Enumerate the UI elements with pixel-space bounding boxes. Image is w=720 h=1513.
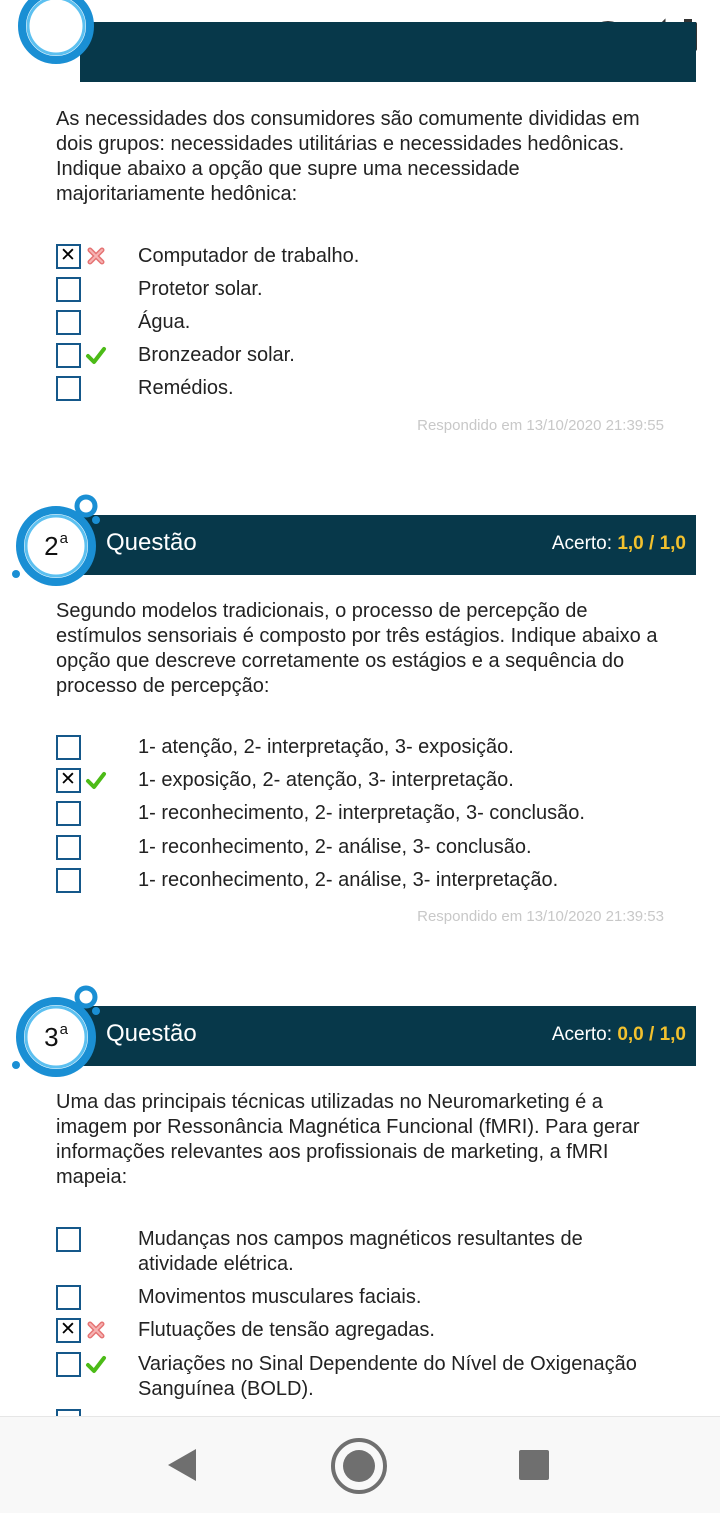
checkbox[interactable] — [56, 310, 81, 335]
correct-check-icon — [86, 770, 106, 790]
checkbox[interactable] — [56, 735, 81, 760]
option-label: Movimentos musculares faciais. — [138, 1286, 422, 1308]
option-label: 1- reconhecimento, 2- análise, 3- conclusão. — [138, 836, 532, 858]
wrong-mark-icon — [86, 1320, 106, 1340]
option-label: 1- atenção, 2- interpretação, 3- exposição. — [138, 736, 514, 758]
score-label: Acerto: — [551, 1024, 613, 1045]
question-title: Questão — [106, 529, 197, 556]
answered-timestamp: Respondido em 13/10/2020 21:39:55 — [417, 417, 664, 434]
checkbox[interactable] — [56, 343, 81, 368]
correct-check-icon — [86, 1354, 106, 1374]
question-number-badge — [10, 494, 110, 594]
quiz-content[interactable] — [0, 72, 720, 1416]
question-number — [20, 516, 92, 576]
question-3-text: Uma das principais técnicas utilizadas no Neuromarketing é a imagem por Ressonância Magnética Funcional (fMRI). Para gerar informações relevantes aos profissionais de marketing, a fMRI mapeia: — [56, 1091, 640, 1188]
option-label: Flutuações de tensão agregadas. — [138, 1319, 435, 1341]
system-nav-bar — [0, 1416, 720, 1513]
option-label: 1- reconhecimento, 2- análise, 3- interpretação. — [138, 869, 559, 891]
option-label: Bronzeador solar. — [138, 344, 295, 366]
correct-check-icon — [86, 345, 106, 365]
checkbox[interactable] — [56, 1352, 81, 1377]
checkbox[interactable] — [56, 1285, 81, 1310]
question-2-text: Segundo modelos tradicionais, o processo de percepção de estímulos sensoriais é composto por três estágios. Indique abaixo a opção que descreve corretamente os estágios e a sequência do processo de percepção: — [56, 600, 658, 697]
question-number — [20, 1007, 92, 1067]
question-1-header — [80, 22, 696, 82]
checkbox[interactable] — [56, 835, 81, 860]
score-value: 1,0 — [617, 533, 644, 554]
answered-timestamp: Respondido em 13/10/2020 21:39:53 — [417, 908, 664, 925]
checkbox[interactable] — [56, 1318, 81, 1343]
question-ordinal: a — [59, 529, 68, 547]
option-label: Água. — [138, 311, 191, 333]
checkbox[interactable] — [56, 277, 81, 302]
option-label: 1- reconhecimento, 2- interpretação, 3- conclusão. — [138, 802, 585, 824]
back-icon[interactable] — [166, 1447, 198, 1483]
question-title: Questão — [106, 1020, 197, 1047]
home-icon[interactable] — [330, 1437, 388, 1495]
score-total: / 1,0 — [649, 533, 686, 554]
checkbox[interactable] — [56, 1227, 81, 1252]
score-total: / 1,0 — [649, 1024, 686, 1045]
score-label: Acerto: — [551, 533, 613, 554]
option-label: Remédios. — [138, 377, 234, 399]
checkbox[interactable] — [56, 376, 81, 401]
question-number-badge — [10, 985, 110, 1085]
checkbox[interactable] — [56, 244, 81, 269]
recents-icon[interactable] — [518, 1449, 550, 1481]
question-badge-icon — [10, 32, 100, 82]
question-score — [552, 533, 686, 555]
question-score — [552, 1024, 686, 1046]
question-number-value: 3 — [44, 1021, 59, 1052]
checkbox[interactable] — [56, 868, 81, 893]
checkbox[interactable] — [56, 801, 81, 826]
option-label: Mudanças nos campos magnéticos resultantes de atividade elétrica. — [138, 1228, 583, 1275]
wrong-mark-icon — [86, 246, 106, 266]
question-ordinal: a — [59, 1020, 68, 1038]
question-2-header — [80, 515, 696, 575]
checkbox[interactable] — [56, 768, 81, 793]
option-label: Variações no Sinal Dependente do Nível de Oxigenação Sanguínea (BOLD). — [138, 1353, 637, 1400]
score-value: 0,0 — [617, 1024, 644, 1045]
option-label: Protetor solar. — [138, 278, 263, 300]
option-label: 1- exposição, 2- atenção, 3- interpretação. — [138, 769, 514, 791]
question-3-header — [80, 1006, 696, 1066]
question-number-value: 2 — [44, 530, 59, 561]
question-1-text: As necessidades dos consumidores são comumente divididas em dois grupos: necessidades utilitárias e necessidades hedônicas. Indique abaixo a opção que supre uma necessidade majoritariamente hedônica: — [56, 108, 640, 205]
option-label: Computador de trabalho. — [138, 245, 360, 267]
